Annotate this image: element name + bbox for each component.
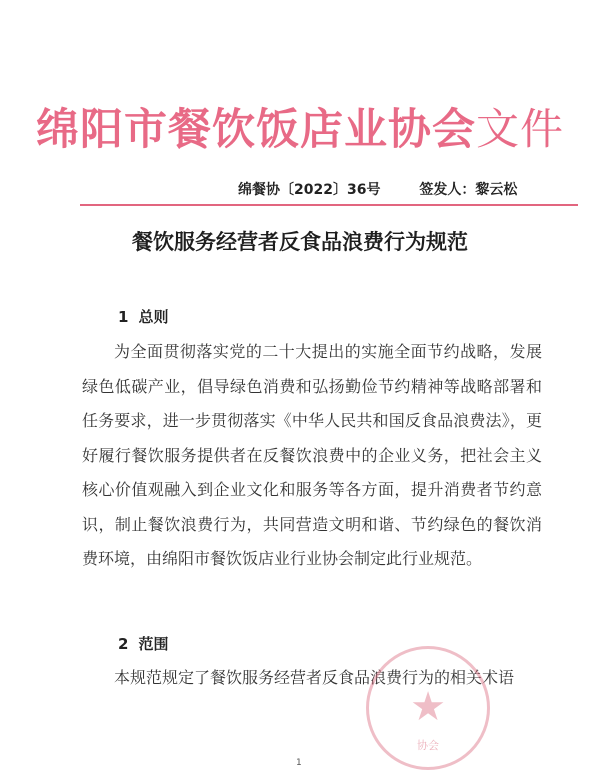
section-number: 1: [118, 308, 129, 326]
section-number: 2: [118, 635, 129, 653]
header-divider: [80, 204, 578, 206]
section-title: 总则: [138, 308, 169, 326]
page-number: 1: [296, 758, 302, 768]
doc-number: 绵餐协〔2022〕36号: [238, 182, 381, 198]
document-title: 餐饮服务经营者反食品浪费行为规范: [132, 230, 468, 254]
section-heading-scope: [118, 634, 168, 654]
section-title: 范围: [138, 635, 169, 653]
seal-text: 协会: [417, 739, 439, 752]
section-paragraph-general: 为全面贯彻落实党的二十大提出的实施全面节约战略，发展绿色低碳产业，倡导绿色消费和弘扬勤俭节约精神等战略部署和任务要求，进一步贯彻落实《中华人民共和国反食品浪费法》，更好履行餐饮服务提供者在反餐饮浪费中的企业义务，把社会主义核心价值观融入到企业文化和服务等各方面，提升消费者节约意识，制止餐饮浪费行为，共同营造文明和谐、节约绿色的餐饮消费环境，由绵阳市餐饮饭店业行业协会制定此行业规范。: [82, 342, 542, 568]
org-name: 绵阳市餐饮饭店业协会: [36, 105, 476, 155]
official-seal: [366, 646, 490, 770]
section-heading-general: [118, 307, 168, 327]
doc-word: 文件: [476, 105, 564, 155]
seal-star-icon: ★: [410, 684, 446, 730]
header-title: [0, 104, 600, 156]
section-paragraph-scope: 本规范规定了餐饮服务经营者反食品浪费行为的相关术语: [114, 668, 515, 687]
issuer: 签发人：黎云松: [419, 182, 518, 198]
document-meta: [238, 181, 517, 199]
